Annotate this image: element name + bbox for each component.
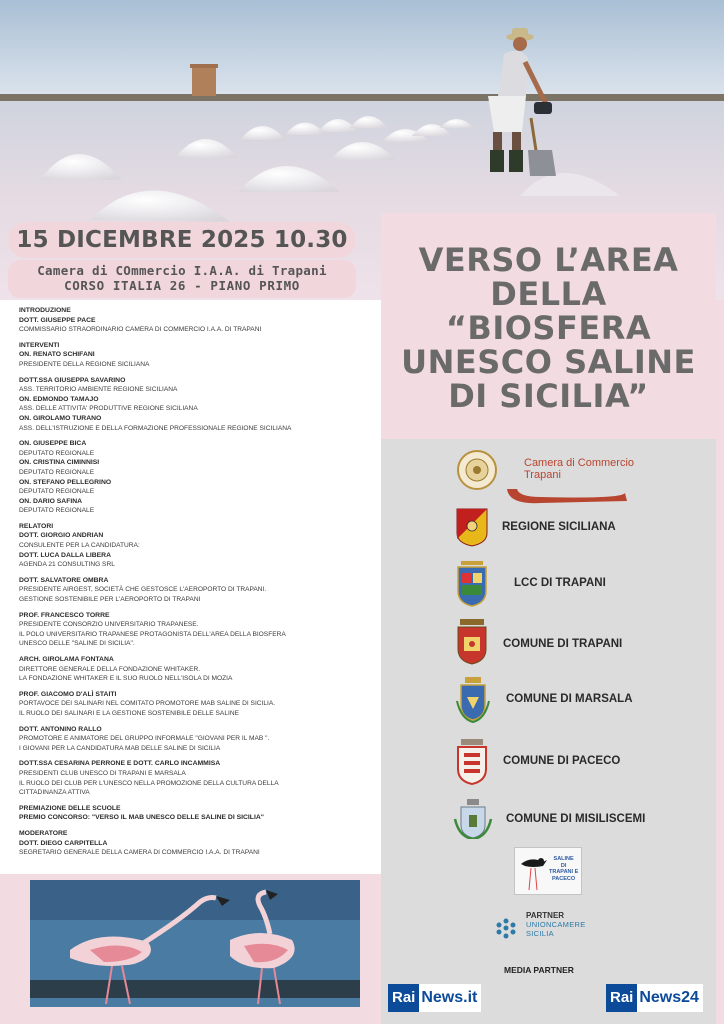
speaker-role: PRESIDENTE AIRGEST, SOCIETÀ CHE GESTOSCE L'AEROPORTO DI TRAPANI.	[19, 586, 267, 594]
program-panel	[0, 300, 381, 874]
speaker-name: DOTT. ANTONINO RALLO	[19, 725, 102, 733]
speaker-name: DOTT. GIUSEPPE PACE	[19, 316, 96, 324]
speaker-name: DOTT. LUCA DALLA LIBERA	[19, 551, 111, 559]
label-comune-paceco: COMUNE DI PACECO	[503, 755, 621, 767]
talk-title: LA FONDAZIONE WHITAKER E IL SUO RUOLO NELL'ISOLA DI MOZIA	[19, 675, 233, 683]
logo-comune-trapani	[381, 617, 716, 667]
title-line: DELLA	[490, 275, 607, 313]
speaker-role: PORTAVOCE DEI SALINARI NEL COMITATO PROMOTORE MAB SALINE DI SICILIA.	[19, 700, 276, 708]
program-block	[19, 439, 374, 516]
label-regione-siciliana: REGIONE SICILIANA	[502, 521, 616, 533]
program-block	[19, 522, 374, 570]
title-panel	[381, 213, 716, 439]
speaker-role: SEGRETARIO GENERALE DELLA CAMERA DI COMMERCIO I.A.A. DI TRAPANI	[19, 849, 260, 857]
saline-logo-text: TRAPANI E	[549, 869, 579, 875]
rai-badge: Rai	[388, 984, 419, 1012]
speaker-role: DEPUTATO REGIONALE	[19, 488, 95, 496]
partner-label: PARTNER	[526, 911, 565, 920]
talk-title: IL RUOLO DEI CLUB PER L'UNESCO NELLA PROMOZIONE DELLA CULTURA DELLA	[19, 779, 279, 787]
program-block	[19, 576, 374, 605]
partner-text	[526, 911, 586, 938]
talk-title: IL RUOLO DEI SALINARI E LA GESTIONE SOSTENIBILE DELLE SALINE	[19, 709, 239, 717]
camera-commercio-line1: Camera di Commercio	[524, 457, 635, 469]
stilt-bird-icon	[517, 852, 551, 892]
logo-regione-siciliana	[381, 507, 716, 551]
trapani-province-crest-icon	[455, 559, 489, 607]
talk-title: UNESCO DELLE "SALINE DI SICILIA".	[19, 640, 135, 648]
speaker-role: PROMOTORE E ANIMATORE DEL GRUPPO INFORMALE "GIOVANI PER IL MAB ".	[19, 735, 270, 743]
speaker-role: AGENDA 21 CONSULTING SRL	[19, 561, 115, 569]
title-line: DI SICILIA”	[448, 377, 649, 415]
saline-logo-text: SALINE	[553, 856, 574, 862]
flamingo-photo	[30, 880, 360, 1007]
rainews24-logo	[606, 984, 703, 1012]
marsala-city-crest-icon	[455, 675, 491, 723]
section-heading: RELATORI	[19, 522, 54, 530]
label-lcc-trapani: LCC DI TRAPANI	[514, 577, 606, 589]
rai-news-it-text: News.it	[421, 989, 478, 1006]
camera-commercio-line2: Trapani	[524, 469, 561, 481]
speaker-role: ASS. TERRITORIO AMBIENTE REGIONE SICILIANA	[19, 386, 178, 394]
program-block	[19, 306, 374, 335]
speaker-role: PRESIDENTI CLUB UNESCO DI TRAPANI E MARSALA	[19, 769, 186, 777]
speaker-name: PROF. FRANCESCO TORRE	[19, 611, 110, 619]
speaker-name: ON. RENATO SCHIFANI	[19, 351, 95, 359]
talk-title: I GIOVANI PER LA CANDIDATURA MAB DELLE SALINE DI SICILIA	[19, 744, 221, 752]
program-list	[19, 306, 374, 864]
section-heading: INTRODUZIONE	[19, 307, 71, 314]
venue-address: CORSO ITALIA 26 - PIANO PRIMO	[64, 278, 300, 293]
speaker-name: ON. GIUSEPPE BICA	[19, 440, 87, 448]
section-heading: MODERATORE	[19, 829, 68, 837]
title-line: VERSO L’AREA	[418, 241, 679, 279]
logo-comune-marsala	[381, 675, 716, 725]
logo-comune-misiliscemi	[381, 797, 716, 843]
speaker-name: ON. EDMONDO TAMAJO	[19, 395, 99, 403]
label-comune-misiliscemi: COMUNE DI MISILISCEMI	[506, 813, 646, 825]
logo-comune-paceco	[381, 737, 716, 787]
title-line: UNESCO SALINE	[401, 343, 696, 381]
speaker-role: PRESIDENTE DELLA REGIONE SICILIANA	[19, 360, 150, 368]
logo-camera-commercio	[381, 447, 716, 507]
misiliscemi-city-crest-icon	[453, 797, 493, 839]
section-heading: PREMIAZIONE DELLE SCUOLE	[19, 804, 121, 812]
speaker-name: DOTT. DIEGO CARPITELLA	[19, 839, 108, 847]
event-date: 15 DICEMBRE 2025 10.30	[8, 222, 356, 258]
program-block	[19, 829, 374, 858]
partner-name-line2: SICILIA	[526, 929, 554, 938]
rainews-it-logo	[388, 984, 481, 1012]
speaker-role: PRESIDENTE CONSORZIO UNIVERSITARIO TRAPANESE.	[19, 621, 199, 629]
speaker-role: DIRETTORE GENERALE DELLA FONDAZIONE WHITAKER.	[19, 665, 201, 673]
trapani-city-crest-icon	[455, 617, 489, 665]
speaker-name: ON. DARIO SAFINA	[19, 497, 83, 505]
speaker-name: ON. CRISTINA CIMINNISI	[19, 459, 100, 467]
rai-badge: Rai	[606, 984, 637, 1012]
partner-name-line1: UNIONCAMERE	[526, 920, 586, 929]
talk-title: IL POLO UNIVERSITARIO TRAPANESE PROTAGONISTA DELL'AREA DELLA BIOSFERA	[19, 630, 286, 638]
speaker-name: ON. GIROLAMO TURANO	[19, 414, 102, 422]
speaker-role: ASS. DELLE ATTIVITA' PRODUTTIVE REGIONE SICILIANA	[19, 405, 198, 413]
program-block	[19, 725, 374, 754]
program-block	[19, 690, 374, 719]
speaker-role: CONSULENTE PER LA CANDIDATURA:	[19, 542, 140, 550]
speaker-role: DEPUTATO REGIONALE	[19, 507, 95, 515]
speaker-name: DOTT.SSA CESARINA PERRONE E DOTT. CARLO INCAMMISA	[19, 760, 221, 768]
event-venue	[8, 260, 356, 298]
unioncamere-dots-icon	[495, 917, 517, 939]
title-line: “BIOSFERA	[445, 309, 652, 347]
speaker-role: DEPUTATO REGIONALE	[19, 449, 95, 457]
saline-logo-wordmark	[549, 856, 578, 882]
speaker-name: ARCH. GIROLAMA FONTANA	[19, 656, 114, 663]
camera-commercio-seal-icon	[456, 449, 498, 491]
saline-logo-text: PACECO	[552, 875, 576, 882]
label-comune-marsala: COMUNE DI MARSALA	[506, 693, 633, 705]
saline-logo-text: DI	[560, 862, 567, 869]
program-block	[19, 376, 374, 434]
speaker-name: DOTT. GIORGIO ANDRIAN	[19, 532, 104, 540]
event-title	[381, 243, 716, 413]
speaker-role: DEPUTATO REGIONALE	[19, 468, 95, 476]
logo-riserva-saline	[514, 847, 582, 895]
speaker-name: DOTT. SALVATORE OMBRA	[19, 576, 109, 584]
logo-lcc-trapani	[381, 559, 716, 611]
label-comune-trapani: COMUNE DI TRAPANI	[503, 638, 623, 650]
program-block	[19, 759, 374, 797]
venue-name: Camera di COmmercio I.A.A. di Trapani	[37, 263, 327, 278]
program-block	[19, 804, 374, 823]
paceco-city-crest-icon	[455, 737, 489, 785]
speaker-name: DOTT.SSA GIUSEPPA SAVARINO	[19, 376, 126, 384]
rai-news24-text: News24	[639, 989, 699, 1006]
media-partner-label: MEDIA PARTNER	[504, 965, 574, 975]
speaker-name: PROF. GIACOMO D'ALÌ STAITI	[19, 690, 117, 698]
program-block	[19, 341, 374, 370]
talk-title: CITTADINANZA ATTIVA	[19, 789, 90, 797]
sicily-trinacria-shield-icon	[455, 507, 489, 547]
speaker-role: ASS. DELL'ISTRUZIONE E DELLA FORMAZIONE PROFESSIONALE REGIONE SICILIANA	[19, 424, 292, 432]
program-block	[19, 655, 374, 684]
camera-commercio-swoosh-icon	[501, 477, 631, 507]
flamingos-illustration	[30, 880, 360, 1007]
speaker-name: ON. STEFANO PELLEGRINO	[19, 478, 112, 486]
talk-title: GESTIONE SOSTENIBILE PER L'AEROPORTO DI TRAPANI	[19, 596, 201, 604]
program-block	[19, 611, 374, 649]
section-heading: INTERVENTI	[19, 341, 60, 349]
speaker-role: COMMISSARIO STRAORDINARIO CAMERA DI COMMERCIO I.A.A. DI TRAPANI	[19, 326, 262, 334]
award-title: PREMIO CONCORSO: "VERSO IL MAB UNESCO DELLE SALINE DI SICILIA"	[19, 814, 264, 822]
